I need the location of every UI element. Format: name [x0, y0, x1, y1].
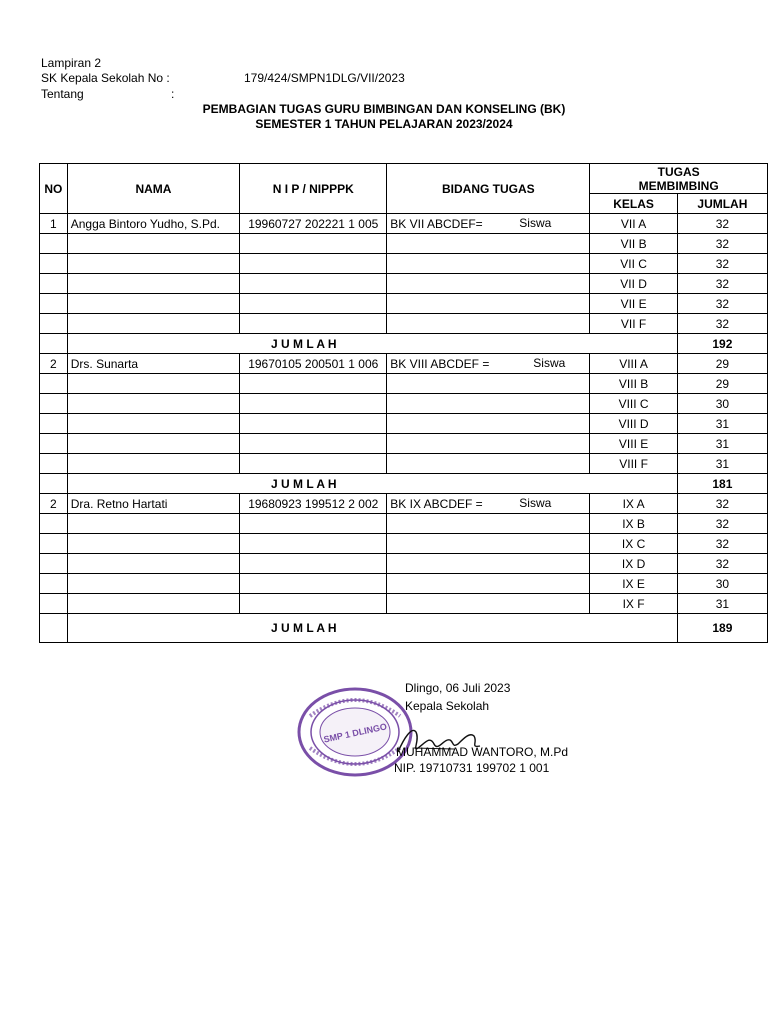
cell-jumlah: 31 [677, 434, 767, 454]
cell-nama [67, 414, 239, 434]
cell-bidang [387, 574, 590, 594]
cell-bidang [387, 314, 590, 334]
cell-kelas: VII F [590, 314, 677, 334]
cell-kelas: VIII B [590, 374, 677, 394]
cell-bidang [387, 594, 590, 614]
table-row [40, 554, 768, 574]
cell-nama [67, 534, 239, 554]
bidang-suffix: Siswa [519, 216, 552, 230]
cell-jumlah: 32 [677, 294, 767, 314]
cell-no: 2 [40, 494, 68, 514]
cell-no [40, 414, 68, 434]
cell-jumlah: 30 [677, 394, 767, 414]
cell-nama [67, 594, 239, 614]
cell-no [40, 454, 68, 474]
cell-no [40, 534, 68, 554]
cell-kelas: IX A [590, 494, 677, 514]
cell-nip [240, 254, 387, 274]
total-label: J U M L A H [67, 614, 677, 643]
table-row [40, 434, 768, 454]
cell-nama [67, 574, 239, 594]
cell-kelas: IX B [590, 514, 677, 534]
cell-nama: Drs. Sunarta [67, 354, 239, 374]
cell-jumlah: 32 [677, 214, 767, 234]
cell-jumlah: 32 [677, 254, 767, 274]
cell-nip: 19670105 200501 1 006 [240, 354, 387, 374]
header-nama: NAMA [67, 164, 239, 214]
cell-kelas: IX C [590, 534, 677, 554]
cell-no [40, 254, 68, 274]
cell-jumlah: 32 [677, 554, 767, 574]
total-label: J U M L A H [67, 334, 677, 354]
header-bidang: BIDANG TUGAS [387, 164, 590, 214]
cell-jumlah: 31 [677, 454, 767, 474]
header-jumlah: JUMLAH [677, 194, 767, 214]
cell-nip: 19960727 202221 1 005 [240, 214, 387, 234]
cell-nip [240, 454, 387, 474]
place-date: Dlingo, 06 Juli 2023 [405, 681, 511, 695]
cell-kelas: VII C [590, 254, 677, 274]
table-row [40, 574, 768, 594]
cell-no: 2 [40, 354, 68, 374]
cell-nip [240, 554, 387, 574]
total-row [40, 614, 768, 643]
cell-nip [240, 594, 387, 614]
table-row [40, 394, 768, 414]
cell-kelas: VII A [590, 214, 677, 234]
cell-kelas: VIII E [590, 434, 677, 454]
cell-jumlah: 29 [677, 354, 767, 374]
cell-kelas: VII D [590, 274, 677, 294]
cell-nip [240, 274, 387, 294]
bidang-suffix: Siswa [519, 496, 552, 510]
header-kelas: KELAS [590, 194, 677, 214]
cell-empty [40, 334, 68, 354]
cell-no [40, 374, 68, 394]
cell-no [40, 314, 68, 334]
cell-nip [240, 294, 387, 314]
table-row [40, 494, 768, 514]
table-row [40, 274, 768, 294]
cell-nip: 19680923 199512 2 002 [240, 494, 387, 514]
table-row [40, 534, 768, 554]
cell-bidang: BK IX ABCDEF = Siswa [387, 494, 590, 514]
cell-no [40, 554, 68, 574]
cell-jumlah: 31 [677, 414, 767, 434]
cell-nip [240, 574, 387, 594]
cell-bidang: BK VII ABCDEF= Siswa [387, 214, 590, 234]
cell-no [40, 574, 68, 594]
cell-bidang: BK VIII ABCDEF = Siswa [387, 354, 590, 374]
header-nip: N I P / NIPPPK [240, 164, 387, 214]
cell-no [40, 434, 68, 454]
cell-bidang [387, 274, 590, 294]
cell-nama [67, 554, 239, 574]
cell-bidang [387, 294, 590, 314]
cell-kelas: VIII D [590, 414, 677, 434]
cell-empty [40, 474, 68, 494]
cell-kelas: VIII A [590, 354, 677, 374]
cell-bidang [387, 534, 590, 554]
cell-nip [240, 534, 387, 554]
sk-value: 179/424/SMPN1DLG/VII/2023 [244, 71, 405, 85]
cell-nama: Angga Bintoro Yudho, S.Pd. [67, 214, 239, 234]
cell-bidang [387, 554, 590, 574]
total-label: J U M L A H [67, 474, 677, 494]
table-row [40, 234, 768, 254]
cell-kelas: IX E [590, 574, 677, 594]
cell-nama [67, 234, 239, 254]
stamp-text: SMP 1 DLINGO [322, 721, 388, 745]
table-row [40, 294, 768, 314]
bidang-suffix: Siswa [533, 356, 566, 370]
cell-jumlah: 32 [677, 494, 767, 514]
cell-no [40, 234, 68, 254]
cell-bidang [387, 374, 590, 394]
cell-nama [67, 254, 239, 274]
signer-nip: NIP. 19710731 199702 1 001 [394, 761, 550, 775]
total-row [40, 334, 768, 354]
table-row [40, 214, 768, 234]
signer-name: MUHAMMAD WANTORO, M.Pd [396, 745, 569, 759]
cell-nama [67, 314, 239, 334]
total-value: 189 [677, 614, 767, 643]
cell-bidang [387, 394, 590, 414]
tentang-label: Tentang [41, 87, 84, 101]
table-row [40, 594, 768, 614]
total-value: 181 [677, 474, 767, 494]
cell-bidang [387, 414, 590, 434]
cell-kelas: VII E [590, 294, 677, 314]
cell-jumlah: 32 [677, 314, 767, 334]
cell-jumlah: 32 [677, 234, 767, 254]
lampiran-label: Lampiran 2 [41, 56, 102, 70]
table-row [40, 414, 768, 434]
cell-no [40, 594, 68, 614]
cell-jumlah: 29 [677, 374, 767, 394]
cell-kelas: VII B [590, 234, 677, 254]
cell-nama: Dra. Retno Hartati [67, 494, 239, 514]
table-row [40, 354, 768, 374]
cell-no [40, 394, 68, 414]
cell-jumlah: 32 [677, 534, 767, 554]
cell-nama [67, 274, 239, 294]
table-row [40, 454, 768, 474]
sk-label: SK Kepala Sekolah No : [41, 71, 170, 85]
cell-nip [240, 414, 387, 434]
header-tugas: TUGAS MEMBIMBING [590, 164, 768, 194]
cell-no [40, 294, 68, 314]
cell-nama [67, 394, 239, 414]
cell-kelas: IX D [590, 554, 677, 574]
cell-no [40, 274, 68, 294]
cell-nip [240, 374, 387, 394]
cell-nama [67, 454, 239, 474]
cell-bidang [387, 234, 590, 254]
cell-kelas: VIII F [590, 454, 677, 474]
cell-nama [67, 374, 239, 394]
total-row [40, 474, 768, 494]
cell-kelas: VIII C [590, 394, 677, 414]
cell-bidang [387, 254, 590, 274]
cell-nama [67, 514, 239, 534]
cell-bidang [387, 514, 590, 534]
cell-jumlah: 31 [677, 594, 767, 614]
cell-empty [40, 614, 68, 643]
table-row [40, 314, 768, 334]
cell-nip [240, 514, 387, 534]
document-subtitle: SEMESTER 1 TAHUN PELAJARAN 2023/2024 [255, 117, 513, 131]
table-row [40, 514, 768, 534]
signer-position: Kepala Sekolah [405, 699, 490, 713]
assignment-table [39, 163, 768, 643]
cell-no [40, 514, 68, 534]
cell-bidang [387, 454, 590, 474]
tentang-colon: : [171, 87, 175, 101]
cell-nip [240, 434, 387, 454]
cell-nama [67, 434, 239, 454]
cell-bidang [387, 434, 590, 454]
cell-jumlah: 32 [677, 514, 767, 534]
document-title: PEMBAGIAN TUGAS GURU BIMBINGAN DAN KONSELING (BK) [202, 102, 566, 116]
cell-nip [240, 314, 387, 334]
cell-nip [240, 234, 387, 254]
header-no: NO [40, 164, 68, 214]
table-row [40, 374, 768, 394]
total-value: 192 [677, 334, 767, 354]
cell-jumlah: 30 [677, 574, 767, 594]
cell-no: 1 [40, 214, 68, 234]
cell-kelas: IX F [590, 594, 677, 614]
cell-nip [240, 394, 387, 414]
table-row [40, 254, 768, 274]
cell-nama [67, 294, 239, 314]
cell-jumlah: 32 [677, 274, 767, 294]
